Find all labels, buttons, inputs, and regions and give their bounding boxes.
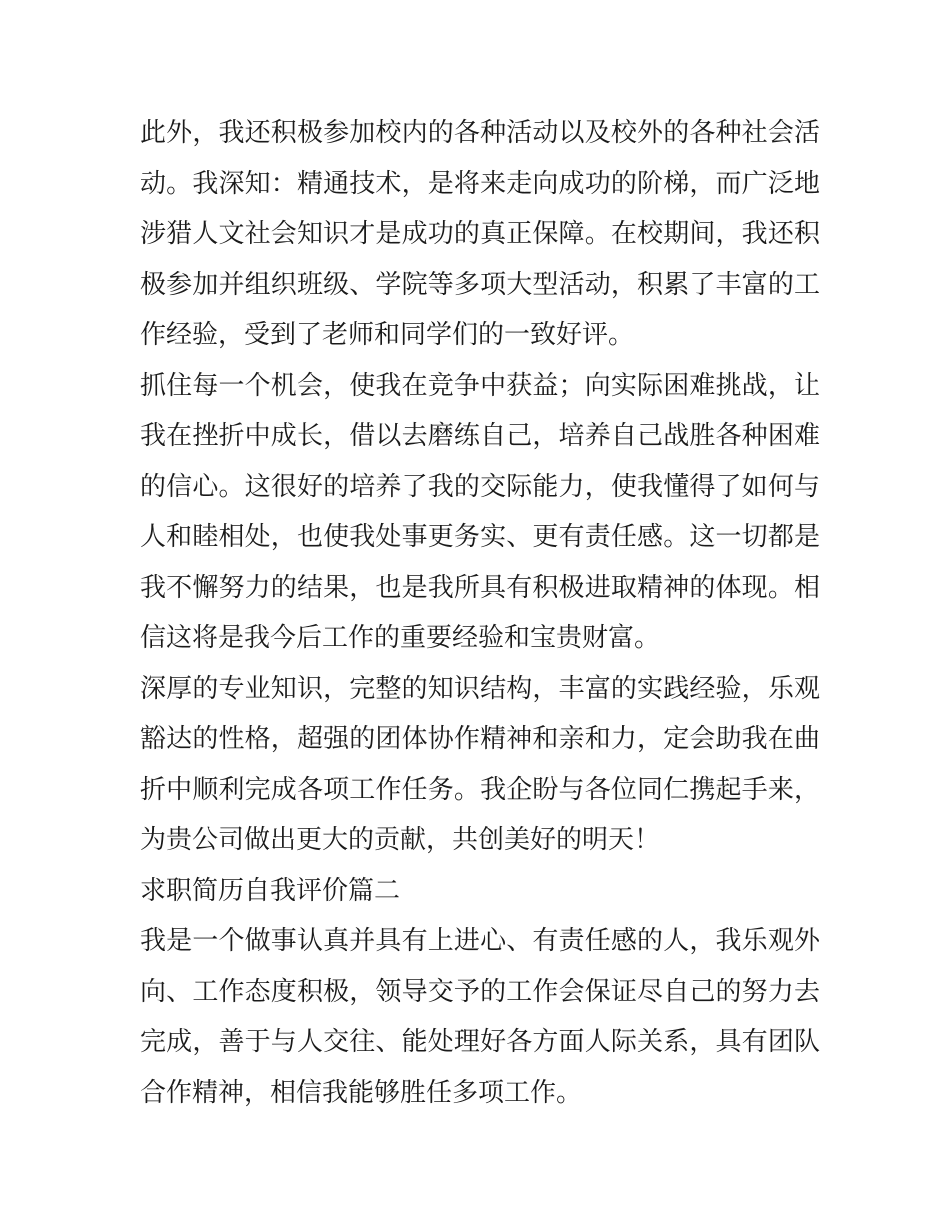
paragraph-self-evaluation: 我是一个做事认真并具有上进心、有责任感的人，我乐观外向、工作态度积极，领导交予的工作会保证尽自己的努力去完成，善于与人交往、能处理好各方面人际关系，具有团队合作精神，相信我能够胜任多项工作。: [140, 926, 820, 1108]
paragraph-extracurricular: 此外，我还积极参加校内的各种活动以及校外的各种社会活动。我深知：精通技术，是将来走向成功的阶梯，而广泛地涉猎人文社会知识才是成功的真正保障。在校期间，我还积极参加并组织班级、学院等多项大型活动，积累了丰富的工作经验，受到了老师和同学们的一致好评。: [140, 118, 820, 350]
paragraph-strengths: 深厚的专业知识，完整的知识结构，丰富的实践经验，乐观豁达的性格，超强的团体协作精神和亲和力，定会助我在曲折中顺利完成各项工作任务。我企盼与各位同仁携起手来，为贵公司做出更大的贡献，共创美好的明天！: [140, 673, 820, 855]
paragraph-opportunities: 抓住每一个机会，使我在竞争中获益；向实际困难挑战，让我在挫折中成长，借以去磨练自己，培养自己战胜各种困难的信心。这很好的培养了我的交际能力，使我懂得了如何与人和睦相处，也使我处事更务实、更有责任感。这一切都是我不懈努力的结果，也是我所具有积极进取精神的体现。相信这将是我今后工作的重要经验和宝贵财富。: [140, 370, 820, 653]
document-body: [140, 108, 820, 1118]
section-title: 求职简历自我评价篇二: [140, 875, 401, 906]
